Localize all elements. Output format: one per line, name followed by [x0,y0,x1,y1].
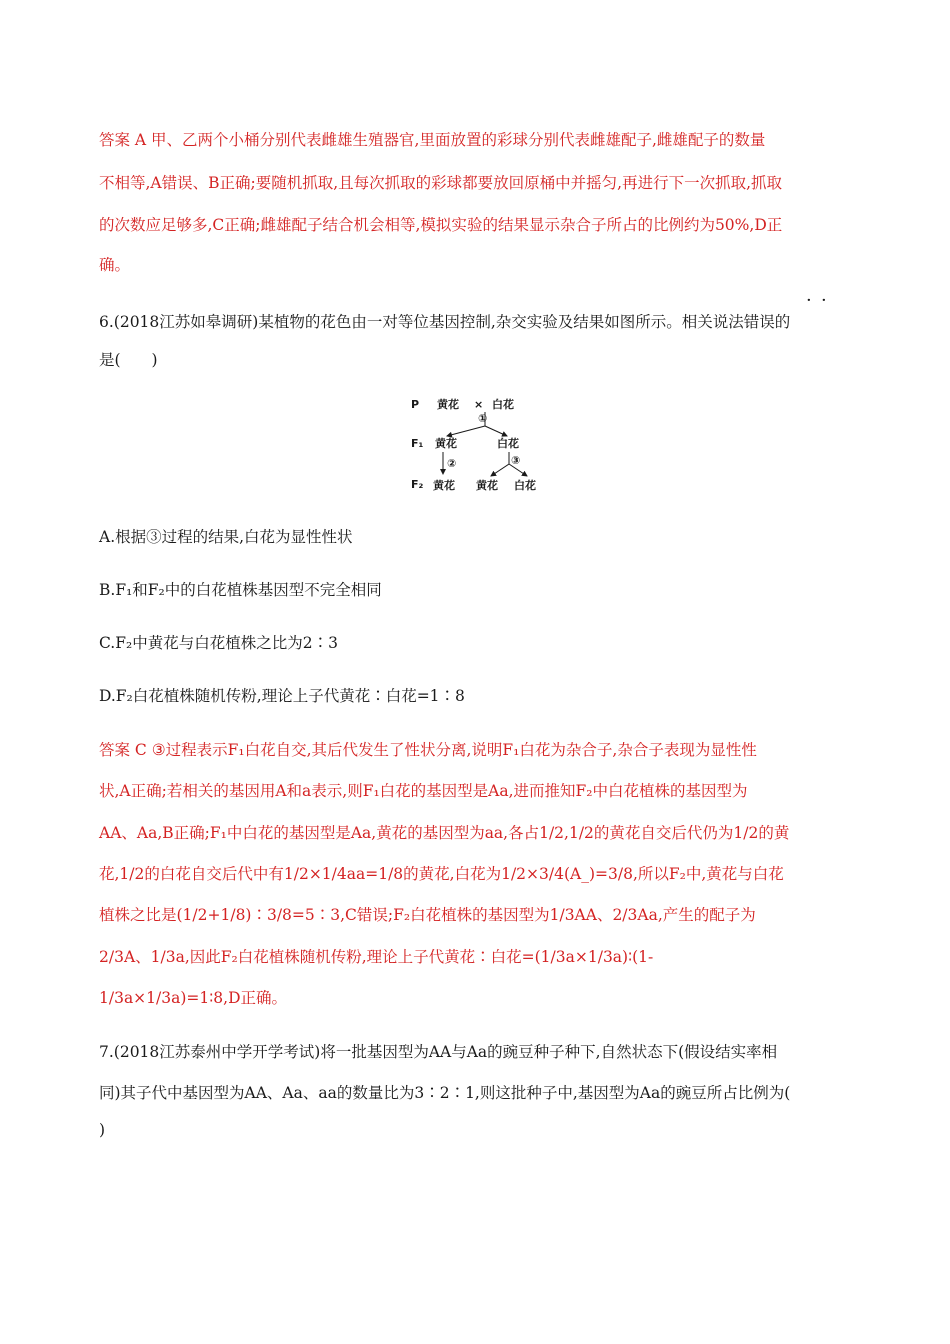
question-7-line-2: 同)其子代中基因型为AA、Aa、aa的数量比为3∶2∶1,则这批种子中,基因型为Aa的豌豆所占比例为( [99,1084,791,1102]
option-a: A.根据③过程的结果,白花为显性性状 [99,528,353,546]
answer-6-line-4: 花,1/2的白花自交后代中有1/2×1/4aa=1/8的黄花,白花为1/2×3/4(A_)=3/8,所以F₂中,黄花与白花 [99,865,784,883]
cross-diagram [405,392,565,496]
answer-5-line-4: 确。 [99,256,131,274]
answer-5-line-3: 的次数应足够多,C正确;雌雄配子结合机会相等,模拟实验的结果显示杂合子所占的比例约为50%,D正 [99,216,783,234]
answer-6-line-6: 2/3A、1/3a,因此F₂白花植株随机传粉,理论上子代黄花∶白花=(1/3a×1/3a)∶(1- [99,948,654,966]
answer-6-line-3: AA、Aa,B正确;F₁中白花的基因型是Aa,黄花的基因型为aa,各占1/2,1/2的黄花自交后代仍为1/2的黄 [99,824,790,842]
step-1-label: ① [478,412,488,425]
question-6-line-1: 6.(2018江苏如皋调研)某植物的花色由一对等位基因控制,杂交实验及结果如图所示。相关说法错误的 [99,313,791,331]
step-2-label: ② [447,457,457,470]
generation-label-p: P [411,398,420,411]
option-b: B.F₁和F₂中的白花植株基因型不完全相同 [99,581,382,599]
p-white-flower: 白花 [492,398,514,411]
emphasis-dot: · [821,290,827,311]
option-d: D.F₂白花植株随机传粉,理论上子代黄花∶白花=1∶8 [99,687,465,705]
answer-6-line-2: 状,A正确;若相关的基因用A和a表示,则F₁白花的基因型是Aa,进而推知F₂中白花植株的基因型为 [99,782,748,800]
f2-yellow-flower: 黄花 [433,479,455,492]
f1-yellow-flower: 黄花 [435,437,457,450]
emphasis-dot: · [806,290,812,311]
f1-white-flower: 白花 [497,437,519,450]
generation-label-f2: F₂ [411,478,424,491]
answer-5-line-1: 答案 A 甲、乙两个小桶分别代表雌雄生殖器官,里面放置的彩球分别代表雌雄配子,雌雄配子的数量 [99,131,766,149]
answer-6-line-1: 答案 C ③过程表示F₁白花自交,其后代发生了性状分离,说明F₁白花为杂合子,杂合子表现为显性性 [99,741,757,759]
answer-5-line-2: 不相等,A错误、B正确;要随机抓取,且每次抓取的彩球都要放回原桶中并摇匀,再进行下一次抓取,抓取 [99,174,783,192]
question-6-line-2: 是( ) [99,351,158,369]
question-7-line-1: 7.(2018江苏泰州中学开学考试)将一批基因型为AA与Aa的豌豆种子种下,自然状态下(假设结实率相 [99,1043,778,1061]
f2-yellow-flower-from-white: 黄花 [476,479,498,492]
cross-symbol: × [474,398,484,411]
f2-white-flower: 白花 [514,479,536,492]
generation-label-f1: F₁ [411,437,424,450]
answer-6-line-5: 植株之比是(1/2+1/8)∶3/8=5∶3,C错误;F₂白花植株的基因型为1/3AA、2/3Aa,产生的配子为 [99,906,756,924]
answer-6-line-7: 1/3a×1/3a)=1∶8,D正确。 [99,989,288,1007]
option-c: C.F₂中黄花与白花植株之比为2∶3 [99,634,338,652]
question-7-line-3: ) [99,1121,106,1139]
step-3-label: ③ [511,454,521,467]
p-yellow-flower: 黄花 [437,398,459,411]
